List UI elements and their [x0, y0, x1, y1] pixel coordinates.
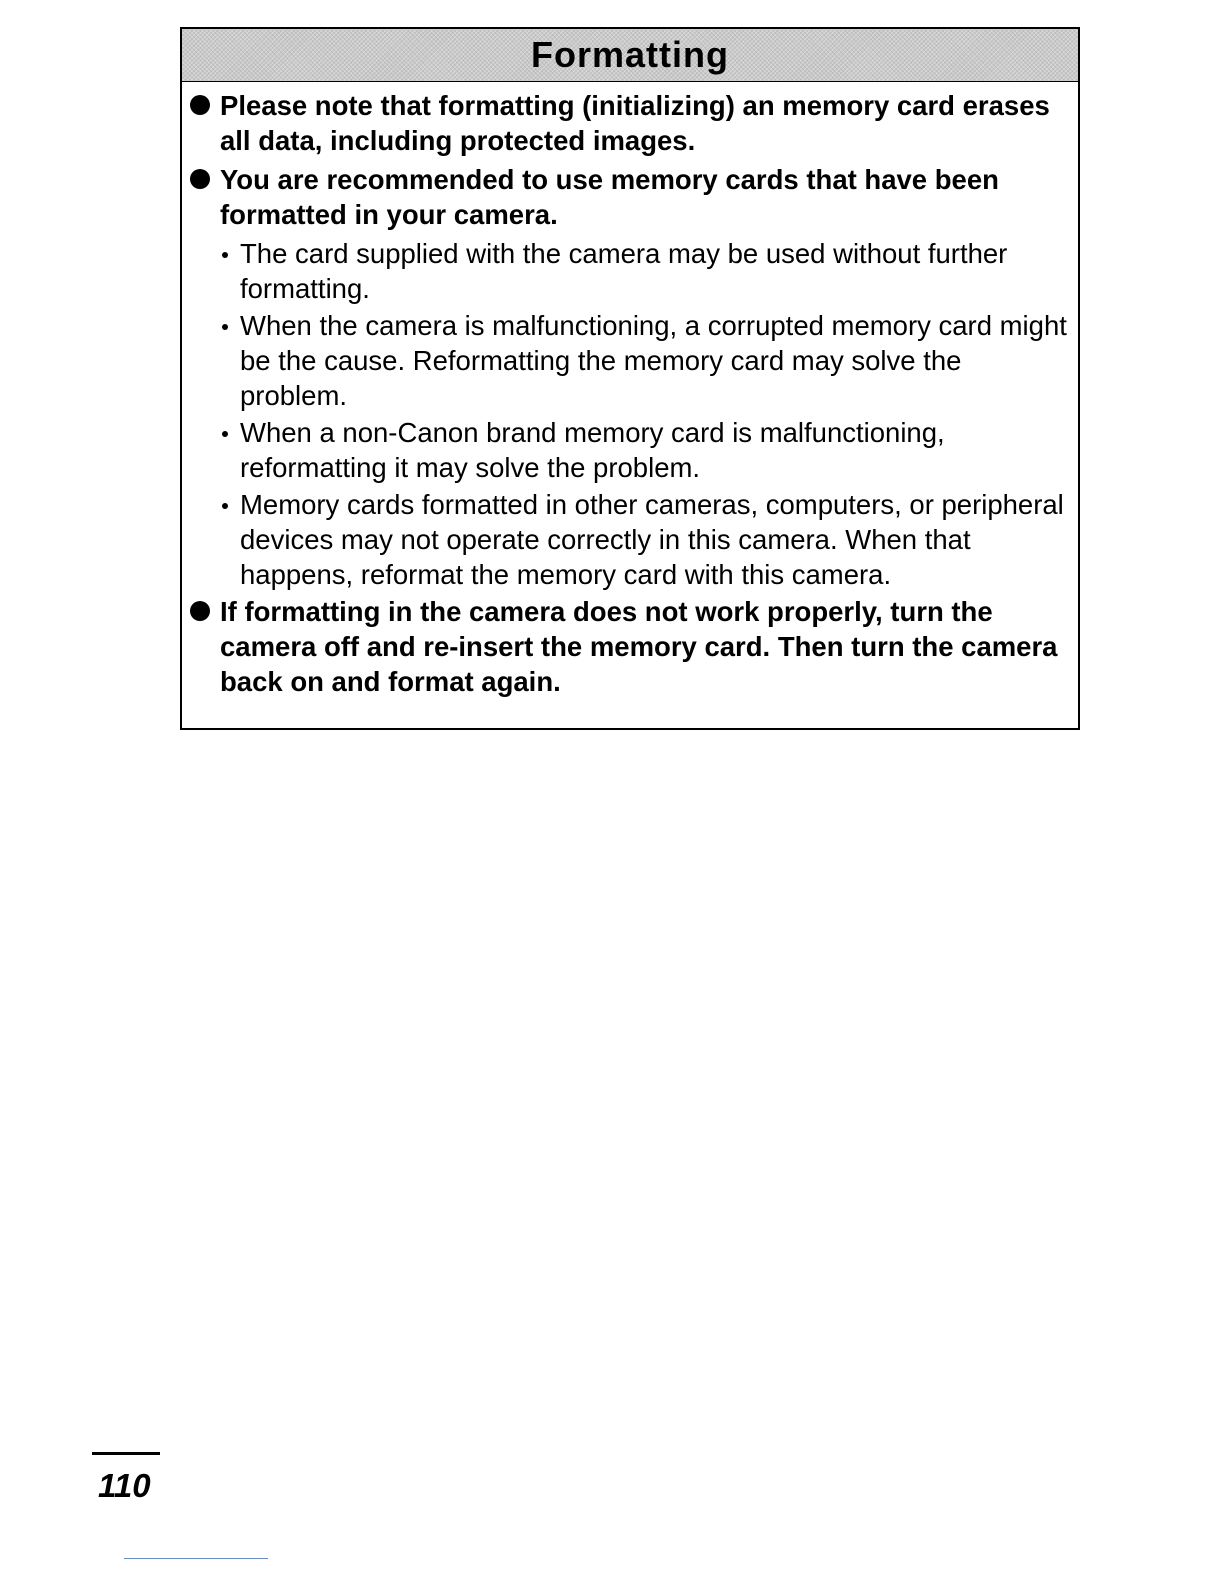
sub-bullet-icon	[222, 503, 228, 509]
sub-bullet-icon	[222, 252, 228, 258]
bullet-item	[188, 162, 1070, 232]
section-title: Formatting	[182, 29, 1078, 82]
sub-bullet-icon	[222, 324, 228, 330]
page-number: 110	[98, 1467, 151, 1504]
bullet-dot-icon	[190, 95, 210, 115]
sub-bullet-icon	[222, 431, 228, 437]
bullet-item	[188, 594, 1070, 699]
sub-item	[188, 236, 1070, 306]
bullet-dot-icon	[190, 169, 210, 189]
sub-item	[188, 308, 1070, 413]
bullet-text: You are recommended to use memory cards that have been formatted in your camera.	[220, 164, 999, 230]
sub-item	[188, 487, 1070, 592]
formatting-notice-box	[180, 27, 1080, 730]
bullet-item	[188, 88, 1070, 158]
sub-item	[188, 415, 1070, 485]
sub-item-text: When the camera is malfunctioning, a corrupted memory card might be the cause. Reformatting the memory card may solve the problem.	[240, 310, 1067, 411]
notice-content	[182, 82, 1078, 699]
bullet-text: If formatting in the camera does not work properly, turn the camera off and re-insert the memory card. Then turn the camera back on and format again.	[220, 596, 1058, 697]
bottom-divider	[124, 1558, 268, 1559]
page-number-rule	[92, 1452, 160, 1455]
sub-item-text: Memory cards formatted in other cameras, computers, or peripheral devices may not operate correctly in this camera. When that happens, reformat the memory card with this camera.	[240, 489, 1064, 590]
sub-item-text: The card supplied with the camera may be used without further formatting.	[240, 238, 1008, 304]
bullet-text: Please note that formatting (initializing) an memory card erases all data, including protected images.	[220, 90, 1050, 156]
bullet-dot-icon	[190, 601, 210, 621]
sub-item-text: When a non-Canon brand memory card is malfunctioning, reformatting it may solve the problem.	[240, 417, 945, 483]
